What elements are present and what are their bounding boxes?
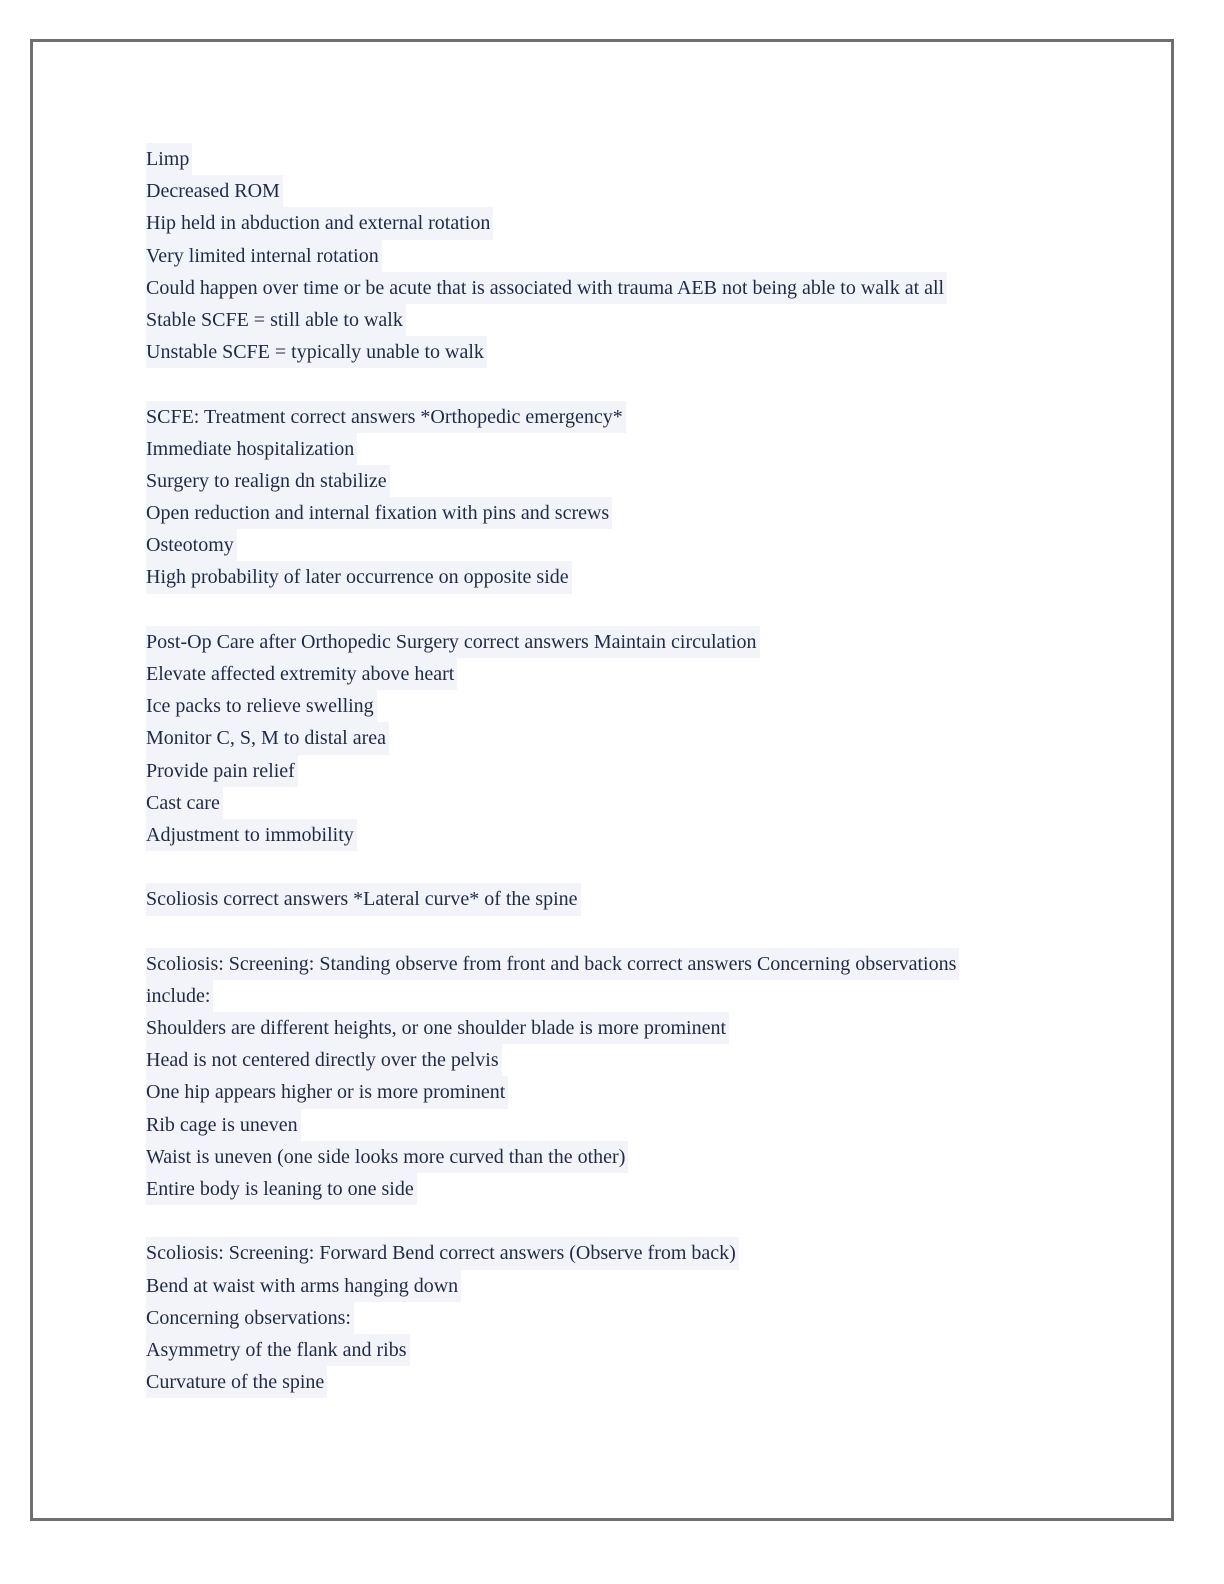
text-line: Immediate hospitalization — [146, 433, 357, 465]
section-gap — [146, 368, 1086, 400]
section-scoliosis-forward-bend — [146, 1237, 1086, 1398]
text-line: Very limited internal rotation — [146, 240, 382, 272]
text-line: Asymmetry of the flank and ribs — [146, 1334, 410, 1366]
text-line: Concerning observations: — [146, 1302, 354, 1334]
section-scoliosis-standing — [146, 948, 1086, 1206]
text-line: Shoulders are different heights, or one shoulder blade is more prominent — [146, 1012, 729, 1044]
text-line: Entire body is leaning to one side — [146, 1173, 417, 1205]
text-line: Bend at waist with arms hanging down — [146, 1270, 461, 1302]
text-line: Hip held in abduction and external rotation — [146, 207, 493, 239]
text-line: One hip appears higher or is more prominent — [146, 1076, 508, 1108]
text-line: Provide pain relief — [146, 755, 298, 787]
text-line: Cast care — [146, 787, 223, 819]
text-line: Adjustment to immobility — [146, 819, 357, 851]
text-line: Monitor C, S, M to distal area — [146, 722, 389, 754]
text-line: Stable SCFE = still able to walk — [146, 304, 406, 336]
text-line: Surgery to realign dn stabilize — [146, 465, 390, 497]
section-heading: Scoliosis: Screening: Forward Bend correct answers (Observe from back) — [146, 1237, 739, 1269]
text-line: Rib cage is uneven — [146, 1109, 301, 1141]
section-scoliosis — [146, 883, 1086, 915]
document-body — [146, 143, 1086, 1398]
section-heading-continued: include: — [146, 980, 213, 1012]
text-line: Unstable SCFE = typically unable to walk — [146, 336, 487, 368]
text-line: Curvature of the spine — [146, 1366, 327, 1398]
text-line: Waist is uneven (one side looks more curved than the other) — [146, 1141, 628, 1173]
page-frame — [30, 39, 1174, 1521]
section-scfe-signs — [146, 143, 1086, 368]
text-line: High probability of later occurrence on opposite side — [146, 561, 572, 593]
section-gap — [146, 851, 1086, 883]
section-scfe-treatment — [146, 401, 1086, 594]
section-heading: Scoliosis: Screening: Standing observe from front and back correct answers Concerning observations — [146, 948, 959, 980]
section-gap — [146, 916, 1086, 948]
section-gap — [146, 594, 1086, 626]
text-line: Limp — [146, 143, 192, 175]
section-heading: Post-Op Care after Orthopedic Surgery correct answers Maintain circulation — [146, 626, 760, 658]
text-line: Elevate affected extremity above heart — [146, 658, 457, 690]
section-heading: SCFE: Treatment correct answers *Orthopedic emergency* — [146, 401, 626, 433]
text-line: Decreased ROM — [146, 175, 283, 207]
text-line: Ice packs to relieve swelling — [146, 690, 377, 722]
section-post-op-care — [146, 626, 1086, 851]
section-gap — [146, 1205, 1086, 1237]
section-heading: Scoliosis correct answers *Lateral curve* of the spine — [146, 883, 581, 915]
text-line: Head is not centered directly over the pelvis — [146, 1044, 502, 1076]
text-line: Osteotomy — [146, 529, 237, 561]
text-line: Open reduction and internal fixation with pins and screws — [146, 497, 612, 529]
text-line: Could happen over time or be acute that is associated with trauma AEB not being able to walk at all — [146, 272, 947, 304]
